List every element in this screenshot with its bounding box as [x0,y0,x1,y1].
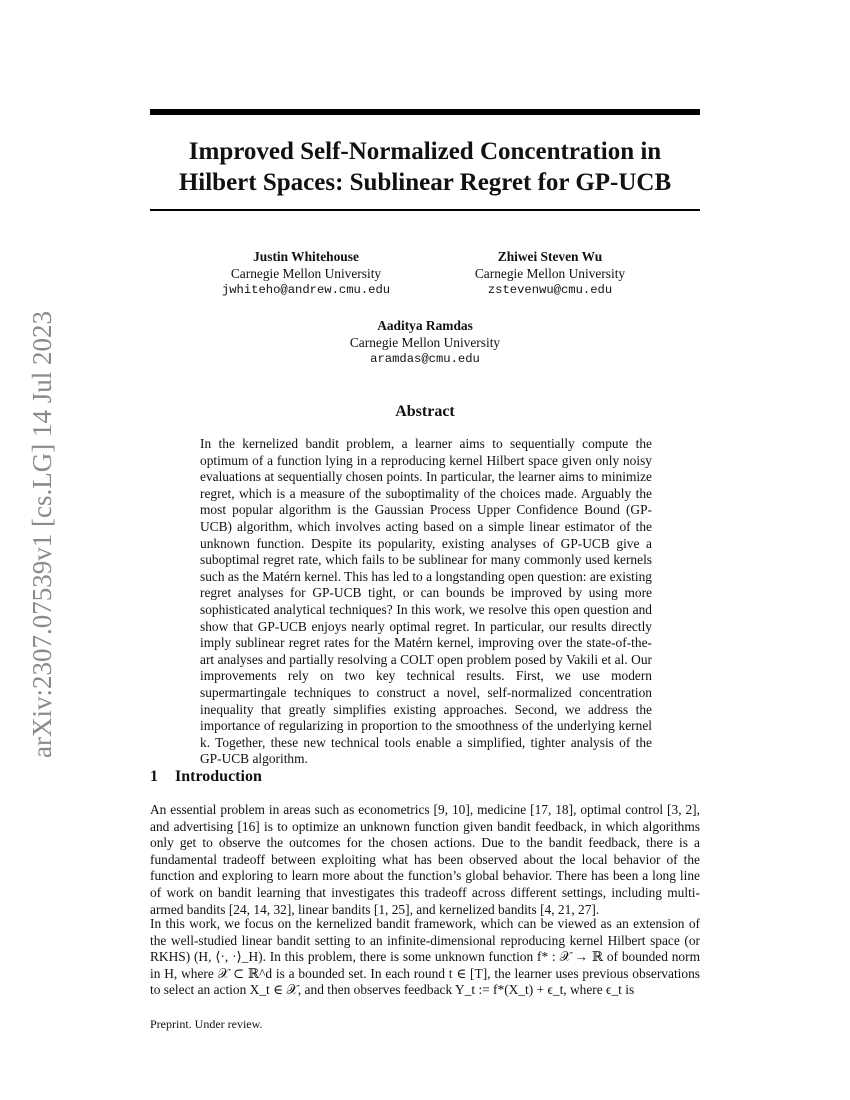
author-email[interactable]: zstevenwu@cmu.edu [487,283,613,297]
section-number: 1 [150,768,158,785]
author-email[interactable]: jwhiteho@andrew.cmu.edu [221,283,391,297]
author-name: Aaditya Ramdas [377,318,473,333]
section-title: Introduction [175,768,262,785]
author-affiliation: Carnegie Mellon University [349,335,501,350]
abstract-heading: Abstract [395,403,455,420]
author-name: Justin Whitehouse [253,249,359,264]
author-block [450,248,650,299]
title-rule-top [150,109,700,115]
author-affiliation: Carnegie Mellon University [230,266,382,281]
body-paragraph: In this work, we focus on the kernelized bandit framework, which can be viewed as an extension of the well-studied linear bandit setting to an infinite-dimensional reproducing kernel Hilbert space (or RKHS) (H, ⟨·, ·⟩_H). In this problem, there is some unknown function f* : 𝒳 → ℝ of bounded norm in H, where 𝒳 ⊂ ℝ^d is a bounded set. In each round t ∈ [T], the learner uses previous observations to select an action X_t ∈ 𝒳, and then observes feedback Y_t := f*(X_t) + ϵ_t, where ϵ_t is [150,916,700,998]
arxiv-identifier: arXiv:2307.07539v1 [cs.LG] 14 Jul 2023 [27,311,57,758]
paper-title: Improved Self-Normalized Concentration in Hilbert Spaces: Sublinear Regret for GP-UCB [178,138,672,196]
footer-note: Preprint. Under review. [150,1017,263,1031]
title-rule-bottom [150,209,700,211]
section-heading [150,768,262,786]
abstract-text: In the kernelized bandit problem, a learner aims to sequentially compute the optimum of a function lying in a reproducing kernel Hilbert space given only noisy evaluations at sequentially chosen points. In particular, the learner aims to minimize regret, which is a measure of the suboptimality of the choices made. Arguably the most popular algorithm is the Gaussian Process Upper Confidence Bound (GP-UCB) algorithm, which involves acting based on a simple linear estimator of the unknown function. Despite its popularity, existing analyses of GP-UCB give a suboptimal regret rate, which fails to be sublinear for many commonly used kernels such as the Matérn kernel. This has led to a longstanding open question: are existing regret analyses for GP-UCB tight, or can bounds be improved by using more sophisticated analytical techniques? In this work, we resolve this open question and show that GP-UCB enjoys nearly optimal regret. In particular, our results directly imply sublinear regret rates for the Matérn kernel, improving over the state-of-the-art analyses and partially resolving a COLT open problem posed by Vakili et al. Our improvements rely on two key technical results. First, we use modern supermartingale techniques to construct a novel, self-normalized concentration inequality that greatly simplifies existing approaches. Second, we address the importance of regularizing in proportion to the smoothness of the underlying kernel k. Together, these new technical tools enable a simplified, tighter analysis of the GP-UCB algorithm. [200,436,652,767]
author-block [206,248,406,299]
author-affiliation: Carnegie Mellon University [474,266,626,281]
author-name: Zhiwei Steven Wu [497,249,603,264]
body-paragraph: An essential problem in areas such as econometrics [9, 10], medicine [17, 18], optimal control [3, 2], and advertising [16] is to optimize an unknown function given bandit feedback, in which algorithms only get to observe the outcomes for the chosen actions. Due to the bandit feedback, there is a fundamental tradeoff between exploiting what has been observed about the local behavior of the function and exploring to learn more about the function’s global behavior. There has been a long line of work on bandit learning that investigates this tradeoff across different settings, including multi-armed bandits [24, 14, 32], linear bandits [1, 25], and kernelized bandits [4, 21, 27]. [150,802,700,917]
author-block [325,317,525,368]
author-email[interactable]: aramdas@cmu.edu [370,352,480,366]
